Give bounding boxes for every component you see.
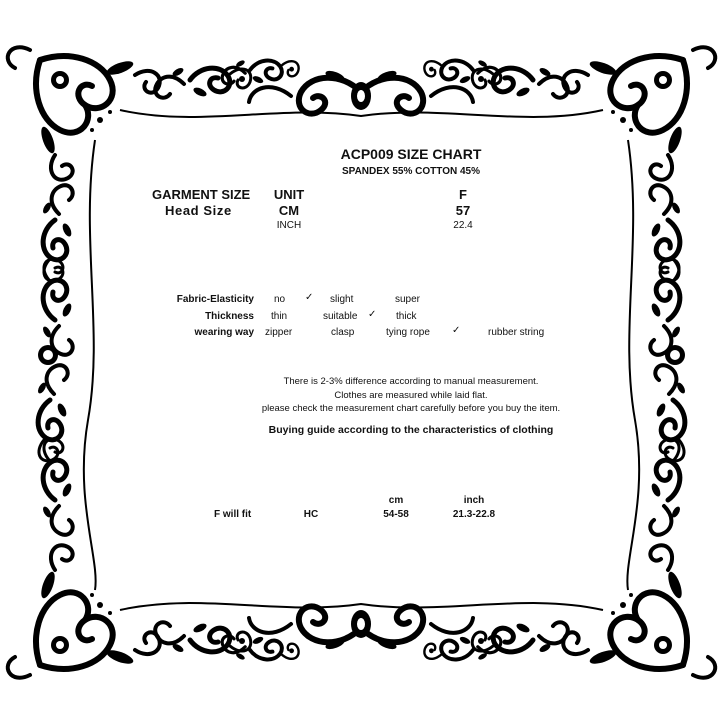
thickness-option-thin: thin xyxy=(271,311,288,322)
fit-col-inch-header: inch xyxy=(463,495,485,506)
wearing-option-tying-rope: tying rope xyxy=(386,327,430,338)
buying-guide-title: Buying guide according to the characteristics of clothing xyxy=(268,424,554,436)
head-size-cm-value: 57 xyxy=(455,203,471,218)
garment-size-header: GARMENT SIZE xyxy=(152,187,251,202)
note-line: Clothes are measured while laid flat. xyxy=(334,390,488,401)
fit-col-cm-header: cm xyxy=(388,495,404,506)
unit-inch: INCH xyxy=(276,220,302,231)
unit-cm: CM xyxy=(278,203,300,218)
fabric-elasticity-label: Fabric-Elasticity xyxy=(176,294,254,305)
chart-title: ACP009 SIZE CHART xyxy=(340,146,482,162)
fit-row-measure: HC xyxy=(303,509,319,520)
thickness-label: Thickness xyxy=(205,311,254,322)
material-composition: SPANDEX 55% COTTON 45% xyxy=(341,166,480,177)
head-size-inch-value: 22.4 xyxy=(453,220,473,231)
fit-row-inch-value: 21.3-22.8 xyxy=(452,509,496,520)
wearing-option-zipper: zipper xyxy=(265,327,293,338)
wearing-check-mark: ✓ xyxy=(452,325,461,336)
elasticity-check-mark: ✓ xyxy=(305,292,314,303)
thickness-check-mark: ✓ xyxy=(368,309,377,320)
elasticity-option-no: no xyxy=(274,294,286,305)
elasticity-option-super: super xyxy=(395,294,421,305)
thickness-option-thick: thick xyxy=(396,311,417,322)
wearing-option-clasp: clasp xyxy=(331,327,355,338)
fit-row-cm-value: 54-58 xyxy=(383,509,409,520)
wearing-way-label: wearing way xyxy=(194,327,254,338)
elasticity-option-slight: slight xyxy=(330,294,354,305)
note-line: There is 2-3% difference according to manual measurement. xyxy=(283,376,539,387)
unit-header: UNIT xyxy=(273,187,305,202)
fit-row-label: F will fit xyxy=(214,509,252,520)
head-size-label: Head Size xyxy=(165,203,232,218)
size-f-header: F xyxy=(459,187,467,202)
note-line: please check the measurement chart carefully before you buy the item. xyxy=(261,403,561,414)
thickness-option-suitable: suitable xyxy=(323,311,358,322)
wearing-option-rubber-string: rubber string xyxy=(488,327,545,338)
